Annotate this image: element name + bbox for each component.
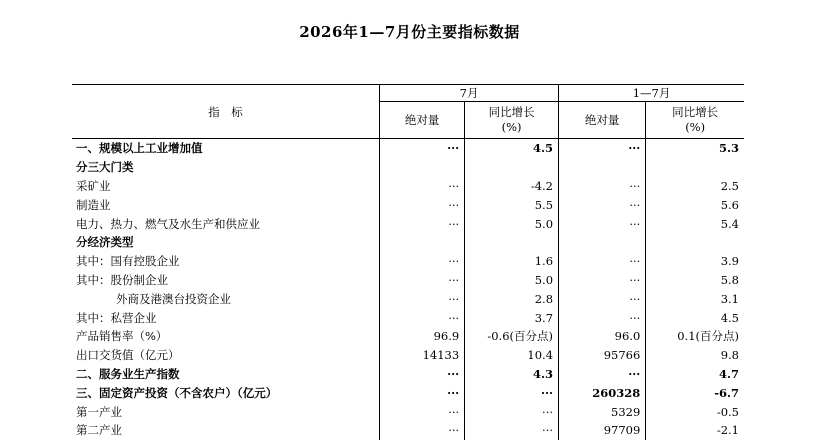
header-cum-absolute: 绝对量 [559, 102, 646, 139]
cell-month-yoy: -0.6(百分点) [465, 327, 559, 346]
table-row [72, 289, 744, 308]
cell-month-absolute: ··· [380, 402, 465, 421]
cell-month-yoy: 5.0 [465, 214, 559, 233]
cell-month-yoy: ··· [465, 402, 559, 421]
cell-month-absolute: ··· [380, 421, 465, 440]
table-row [72, 327, 744, 346]
cell-cum-absolute: 97709 [559, 421, 646, 440]
cell-cum-absolute [559, 233, 646, 252]
cell-cum-yoy: -2.1 [646, 421, 744, 440]
table-row [72, 421, 744, 440]
table-body [72, 139, 744, 440]
row-label: 外商及港澳台投资企业 [116, 291, 231, 306]
cell-cum-absolute: ··· [559, 139, 646, 158]
table-row [72, 214, 744, 233]
cell-cum-yoy: -6.7 [646, 383, 744, 402]
cell-month-yoy: 10.4 [465, 346, 559, 365]
cell-month-absolute: ··· [380, 195, 465, 214]
cell-cum-yoy: 5.8 [646, 271, 744, 290]
row-label: 一、规模以上工业增加值 [76, 141, 203, 156]
cell-month-absolute: ··· [380, 214, 465, 233]
row-label: 分三大门类 [76, 160, 134, 175]
table-header [72, 85, 744, 139]
cell-month-yoy: ··· [465, 383, 559, 402]
cell-cum-yoy: 5.3 [646, 139, 744, 158]
table-row [72, 402, 744, 421]
cell-month-yoy: 4.5 [465, 139, 559, 158]
cell-cum-absolute: ··· [559, 365, 646, 384]
cell-month-absolute: ··· [380, 383, 465, 402]
table-row [72, 233, 744, 252]
cell-cum-yoy: 5.4 [646, 214, 744, 233]
cell-cum-yoy: 9.8 [646, 346, 744, 365]
cell-cum-absolute: ··· [559, 214, 646, 233]
cell-cum-absolute: 95766 [559, 346, 646, 365]
table-row [72, 308, 744, 327]
cell-month-yoy [465, 158, 559, 177]
cell-month-yoy: -4.2 [465, 177, 559, 196]
cell-month-absolute: ··· [380, 271, 465, 290]
cell-cum-yoy: 2.5 [646, 177, 744, 196]
cell-cum-absolute: 260328 [559, 383, 646, 402]
cell-month-yoy: 5.0 [465, 271, 559, 290]
cell-month-yoy: ··· [465, 421, 559, 440]
cell-month-absolute: ··· [380, 252, 465, 271]
cell-cum-yoy: 0.1(百分点) [646, 327, 744, 346]
cell-cum-yoy [646, 158, 744, 177]
cell-cum-yoy: -0.5 [646, 402, 744, 421]
header-cum-yoy: 同比增长 (%) [646, 102, 744, 139]
cell-cum-absolute: 5329 [559, 402, 646, 421]
cell-cum-yoy: 3.9 [646, 252, 744, 271]
cell-month-yoy: 3.7 [465, 308, 559, 327]
cell-month-absolute [380, 158, 465, 177]
cell-month-absolute [380, 233, 465, 252]
row-label: 其中：国有控股企业 [76, 254, 180, 269]
cell-month-absolute: ··· [380, 139, 465, 158]
row-label: 其中：股份制企业 [76, 272, 168, 287]
cell-cum-yoy: 5.6 [646, 195, 744, 214]
row-label: 分经济类型 [76, 235, 134, 250]
row-label: 出口交货值（亿元） [76, 348, 180, 363]
row-label: 三、固定资产投资（不含农户）（亿元） [76, 385, 278, 400]
cell-month-yoy: 2.8 [465, 289, 559, 308]
cell-month-yoy [465, 233, 559, 252]
cell-month-yoy: 4.3 [465, 365, 559, 384]
row-label: 其中：私营企业 [76, 310, 157, 325]
table-row [72, 158, 744, 177]
cell-month-absolute: ··· [380, 308, 465, 327]
row-label: 第一产业 [76, 404, 122, 419]
cell-month-yoy: 5.5 [465, 195, 559, 214]
table-row [72, 383, 744, 402]
cell-cum-yoy: 4.5 [646, 308, 744, 327]
cell-month-absolute: 96.9 [380, 327, 465, 346]
cell-cum-yoy: 3.1 [646, 289, 744, 308]
cell-cum-absolute: ··· [559, 271, 646, 290]
row-label: 二、服务业生产指数 [76, 366, 180, 381]
cell-cum-absolute: ··· [559, 177, 646, 196]
cell-month-absolute: ··· [380, 177, 465, 196]
cell-cum-yoy: 4.7 [646, 365, 744, 384]
header-indicator: 指 标 [72, 85, 380, 139]
header-month-yoy: 同比增长 (%) [465, 102, 559, 139]
cell-cum-absolute [559, 158, 646, 177]
table-row [72, 365, 744, 384]
row-label: 制造业 [76, 197, 111, 212]
cell-cum-yoy [646, 233, 744, 252]
table-row [72, 139, 744, 158]
table-row [72, 177, 744, 196]
header-month-group: 7月 [380, 85, 559, 102]
row-label: 第二产业 [76, 423, 122, 438]
table-row [72, 195, 744, 214]
cell-month-absolute: ··· [380, 365, 465, 384]
row-label: 电力、热力、燃气及水生产和供应业 [76, 216, 260, 231]
table-row [72, 271, 744, 290]
cell-cum-absolute: ··· [559, 308, 646, 327]
cell-month-absolute: ··· [380, 289, 465, 308]
indicator-table [72, 84, 744, 440]
table-row [72, 346, 744, 365]
cell-cum-absolute: 96.0 [559, 327, 646, 346]
cell-month-yoy: 1.6 [465, 252, 559, 271]
cell-month-absolute: 14133 [380, 346, 465, 365]
header-month-absolute: 绝对量 [380, 102, 465, 139]
table-row [72, 252, 744, 271]
row-label: 产品销售率（%） [76, 329, 168, 344]
cell-cum-absolute: ··· [559, 252, 646, 271]
header-cumulative-group: 1—7月 [559, 85, 744, 102]
page-title: 2026年1—7月份主要指标数据 [299, 23, 520, 41]
row-label: 采矿业 [76, 178, 111, 193]
cell-cum-absolute: ··· [559, 289, 646, 308]
cell-cum-absolute: ··· [559, 195, 646, 214]
